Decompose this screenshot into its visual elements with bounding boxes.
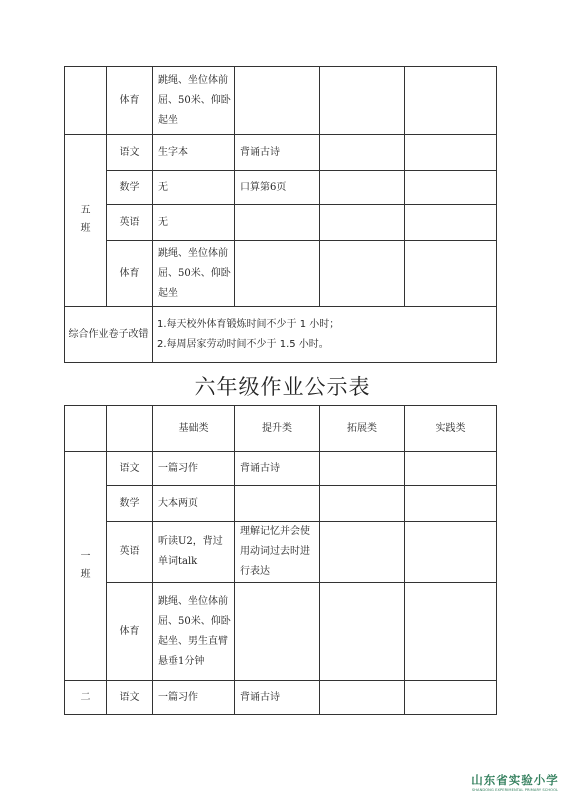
- table-row: [65, 205, 497, 241]
- basic-cell: 一篇习作: [153, 681, 235, 715]
- improve-cell: [235, 67, 320, 135]
- table-row: [65, 241, 497, 307]
- basic-cell: 跳绳、坐位体前屈、50米、仰卧起坐: [153, 67, 235, 135]
- practice-cell: [405, 135, 497, 171]
- homework-table-grade6: [64, 405, 497, 715]
- table-row: [65, 583, 497, 681]
- subject-cell: 体育: [107, 583, 153, 681]
- improve-cell: [235, 241, 320, 307]
- practice-cell: [405, 452, 497, 486]
- table-row: [65, 522, 497, 583]
- table-row: [65, 135, 497, 171]
- practice-cell: [405, 681, 497, 715]
- improve-cell: 口算第6页: [235, 171, 320, 205]
- summary-line-2: 2.每周居家劳动时间不少于 1.5 小时。: [157, 338, 329, 350]
- subject-cell: 体育: [107, 241, 153, 307]
- header-improve: 提升类: [235, 406, 320, 452]
- practice-cell: [405, 486, 497, 522]
- basic-cell: 跳绳、坐位体前屈、50米、仰卧起坐: [153, 241, 235, 307]
- practice-cell: [405, 205, 497, 241]
- improve-cell: [235, 486, 320, 522]
- expand-cell: [320, 486, 405, 522]
- basic-cell: 听读U2，背过单词talk: [153, 522, 235, 583]
- summary-line-1: 1.每天校外体育锻炼时间不少于 1 小时；: [157, 318, 340, 330]
- header-blank-class: [65, 406, 107, 452]
- summary-label: 综合作业卷子改错: [65, 307, 153, 363]
- table-row: [65, 681, 497, 715]
- subject-cell: 语文: [107, 681, 153, 715]
- expand-cell: [320, 171, 405, 205]
- basic-cell: 一篇习作: [153, 452, 235, 486]
- expand-cell: [320, 241, 405, 307]
- class-label-cell: 五 班: [65, 135, 107, 307]
- expand-cell: [320, 135, 405, 171]
- page-title: 六年级作业公示表: [194, 375, 371, 399]
- improve-cell: [235, 583, 320, 681]
- class-cell-continued: [65, 67, 107, 135]
- expand-cell: [320, 67, 405, 135]
- basic-cell: 大本两页: [153, 486, 235, 522]
- practice-cell: [405, 583, 497, 681]
- subject-cell: 英语: [107, 205, 153, 241]
- school-logo: [468, 773, 562, 793]
- basic-cell: 生字本: [153, 135, 235, 171]
- expand-cell: [320, 522, 405, 583]
- header-practice: 实践类: [405, 406, 497, 452]
- summary-row: [65, 307, 497, 363]
- school-logo-chinese: 山东省实验小学: [471, 773, 559, 787]
- improve-cell: 背诵古诗: [235, 135, 320, 171]
- class-label-cell: 二: [65, 681, 107, 715]
- subject-cell: 体育: [107, 67, 153, 135]
- header-row: [65, 406, 497, 452]
- subject-cell: 数学: [107, 486, 153, 522]
- school-logo-english: SHANDONG EXPERIMENTAL PRIMARY SCHOOL: [471, 788, 559, 792]
- practice-cell: [405, 241, 497, 307]
- summary-notes: [153, 307, 497, 363]
- improve-cell: 背诵古诗: [235, 452, 320, 486]
- practice-cell: [405, 522, 497, 583]
- subject-cell: 语文: [107, 135, 153, 171]
- improve-cell: [235, 205, 320, 241]
- basic-cell: 无: [153, 205, 235, 241]
- basic-cell: 跳绳、坐位体前屈、50米、仰卧起坐、男生直臂悬垂1分钟: [153, 583, 235, 681]
- subject-cell: 英语: [107, 522, 153, 583]
- expand-cell: [320, 681, 405, 715]
- header-blank-subject: [107, 406, 153, 452]
- practice-cell: [405, 67, 497, 135]
- expand-cell: [320, 583, 405, 681]
- table-row: [65, 171, 497, 205]
- class-label-cell: 一 班: [65, 452, 107, 681]
- improve-cell: 背诵古诗: [235, 681, 320, 715]
- expand-cell: [320, 452, 405, 486]
- table-row: [65, 67, 497, 135]
- practice-cell: [405, 171, 497, 205]
- expand-cell: [320, 205, 405, 241]
- header-basic: 基础类: [153, 406, 235, 452]
- subject-cell: 语文: [107, 452, 153, 486]
- basic-cell: 无: [153, 171, 235, 205]
- homework-table-grade5: [64, 66, 497, 363]
- table-row: [65, 452, 497, 486]
- improve-cell: 理解记忆并会使用动词过去时进行表达: [235, 522, 320, 583]
- subject-cell: 数学: [107, 171, 153, 205]
- header-expand: 拓展类: [320, 406, 405, 452]
- table-row: [65, 486, 497, 522]
